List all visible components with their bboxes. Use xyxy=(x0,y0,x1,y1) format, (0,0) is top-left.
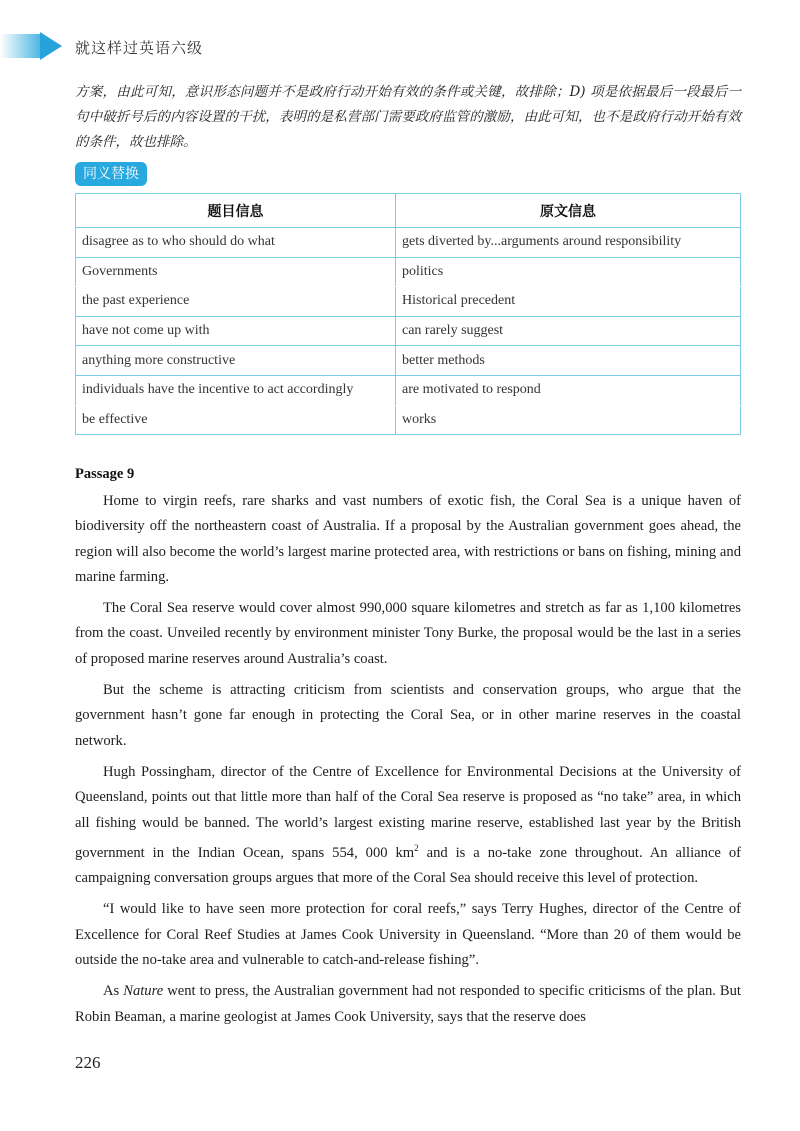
table-header-row xyxy=(76,194,741,228)
intro-paragraph: 方案，由此可知，意识形态问题并不是政府行动开始有效的条件或关键，故排除；D) 项是依据最后一段最后一句中破折号后的内容设置的干扰，表明的是私营部门需要政府监管的激励，由此可知，也不是政府行动开始有效的条件，故也排除。 xyxy=(75,84,741,150)
column-header-original-info: 原文信息 xyxy=(396,194,741,228)
synonym-table xyxy=(75,193,741,435)
paragraph-6-text-b: went to press, the Australian government had not responded to specific criticisms of the plan. But Robin Beaman, a marine geologist at James Cook University, says that the reserve does xyxy=(75,983,741,1025)
intro-explanation xyxy=(75,80,741,155)
paragraph-6-text-a: As xyxy=(103,983,124,1000)
passage-paragraph-3: But the scheme is attracting criticism from scientists and conservation groups, who argue that the government hasn’t gone far enough in protecting the Coral Sea, or in other marine reserves in the coastal network. xyxy=(75,682,741,749)
table-cell-question: be effective xyxy=(76,405,396,435)
table-cell-original: politics xyxy=(396,257,741,287)
table-row xyxy=(76,287,741,317)
superscript-2: 2 xyxy=(414,842,419,853)
table-row xyxy=(76,228,741,258)
table-cell-question: disagree as to who should do what xyxy=(76,228,396,258)
passage-body xyxy=(75,489,741,1036)
table-cell-question: Governments xyxy=(76,257,396,287)
table-row xyxy=(76,346,741,376)
table-cell-original: can rarely suggest xyxy=(396,316,741,346)
column-header-question-info: 题目信息 xyxy=(76,194,396,228)
table-cell-original: Historical precedent xyxy=(396,287,741,317)
running-header-title: 就这样过英语六级 xyxy=(75,39,204,57)
table-cell-question: individuals have the incentive to act accordingly xyxy=(76,375,396,405)
passage-paragraph-2: The Coral Sea reserve would cover almost 990,000 square kilometres and stretch as far as 1,100 kilometres from the coast. Unveiled recently by environment minister Tony Burke, the proposal would be the last in a series of proposed marine reserves around Australia’s coast. xyxy=(75,600,741,667)
synonym-section-badge: 同义替换 xyxy=(75,162,147,186)
table-row xyxy=(76,375,741,405)
paragraph-4-text-a: Hugh Possingham, director of the Centre of Excellence for Environmental Decisions at the University of Queensland, points out that little more than half of the Coral Sea reserve is proposed as “no take” area, in which all fishing would be banned. The world’s largest existing marine reserve, established last year by the British government in the Indian Ocean, spans 554, 000 km xyxy=(75,763,741,861)
header-decor-band xyxy=(0,34,40,58)
passage-paragraph-1: Home to virgin reefs, rare sharks and vast numbers of exotic fish, the Coral Sea is a unique haven of biodiversity off the northeastern coast of Australia. If a proposal by the Australian government goes ahead, the region will also become the world’s largest marine protected area, with restrictions or bans on fishing, mining and marine farming. xyxy=(75,493,741,585)
table-cell-original: gets diverted by...arguments around responsibility xyxy=(396,228,741,258)
journal-name-nature: Nature xyxy=(123,983,164,1000)
passage-paragraph-5: “I would like to have seen more protection for coral reefs,” says Terry Hughes, director of the Centre of Excellence for Coral Reef Studies at James Cook University in Queensland. “More than 20 of them would be outside the no-take area and vulnerable to catch-and-release fishing”. xyxy=(75,901,741,968)
table-row xyxy=(76,405,741,435)
table-row xyxy=(76,257,741,287)
table-cell-question: have not come up with xyxy=(76,316,396,346)
passage-paragraph-6 xyxy=(75,979,741,1030)
table-cell-original: are motivated to respond xyxy=(396,375,741,405)
page-number: 226 xyxy=(75,1053,101,1072)
table-cell-original: better methods xyxy=(396,346,741,376)
table-cell-question: the past experience xyxy=(76,287,396,317)
passage-title: Passage 9 xyxy=(75,466,135,482)
table-cell-original: works xyxy=(396,405,741,435)
paragraph-4-text-b: and is a no-take zone throughout. An alliance of campaigning conversation groups argues that more of the Coral Sea should receive this level of protection. xyxy=(75,844,741,887)
header-arrow-icon xyxy=(40,32,62,60)
table-row xyxy=(76,316,741,346)
passage-paragraph-4 xyxy=(75,760,741,891)
table-cell-question: anything more constructive xyxy=(76,346,396,376)
